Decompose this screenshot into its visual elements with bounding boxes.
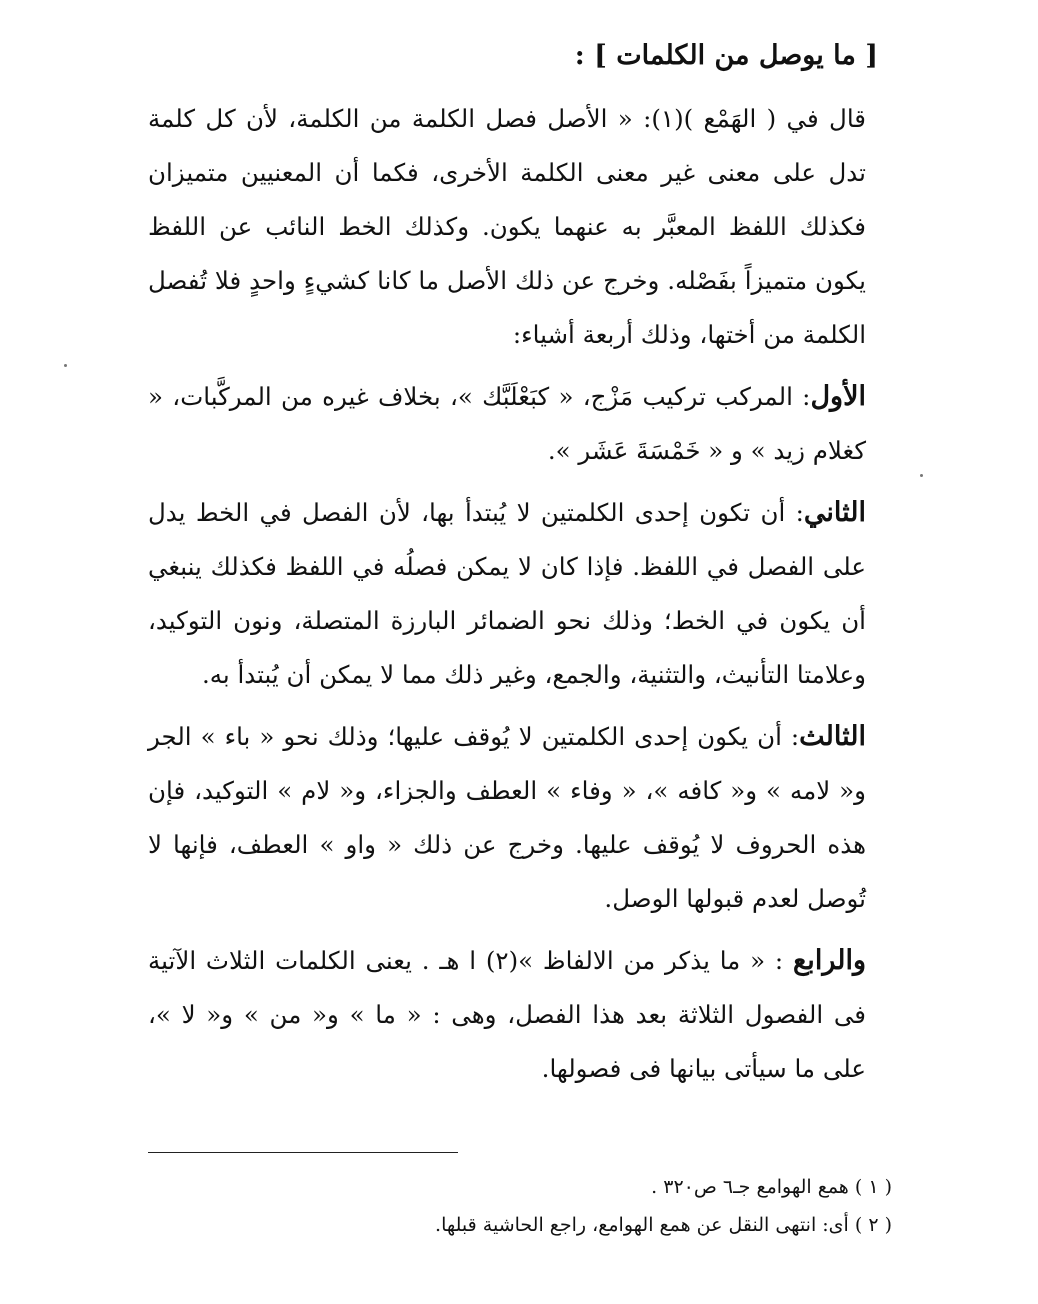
paragraph-lead: الثاني — [803, 497, 866, 528]
footnote-2: ( ٢ ) أى: انتهى النقل عن همع الهوامع، راجع الحاشية قبلها. — [435, 1214, 892, 1236]
scan-speck — [920, 474, 923, 477]
paragraph-intro — [148, 92, 892, 362]
footnote-separator — [148, 1152, 458, 1153]
footnotes — [148, 1168, 892, 1244]
paragraph-third — [148, 710, 892, 926]
section-heading: [ ما يوصل من الكلمات ] : — [574, 40, 878, 71]
paragraph-text: : المركب تركيب مَزْج، « كبَعْلَبَّك »، بخلاف غيره من المركَّبات، « كغلام زيد » و « خَمْسَةَ عَشَر ». — [148, 382, 866, 465]
footnote-1: ( ١ ) همع الهوامع جـ٦ ص٣٢٠ . — [651, 1176, 892, 1198]
paragraph-text: : « ما يذكر من الالفاظ »(٢) ا هـ . يعنى الكلمات الثلاث الآتية فى الفصول الثلاثة بعد هذا الفصل، وهى : « ما » و« من » و« لا »، على ما سيأتى بيانها فى فصولها. — [148, 946, 866, 1083]
scan-speck — [64, 364, 67, 367]
page-body — [148, 28, 892, 1278]
paragraph-first — [148, 370, 892, 478]
paragraph-text: قال في ( الهَمْع )(١): « الأصل فصل الكلمة من الكلمة، لأن كل كلمة تدل على معنى غير معنى الكلمة الأخرى، فكما أن المعنيين متميزان فكذلك اللفظ المعبَّر به عنهما يكون. وكذلك الخط النائب عن اللفظ يكون متميزاً بفَصْله. وخرج عن ذلك الأصل ما كانا كشيءٍ واحدٍ فلا تُفصل الكلمة من أختها، وذلك أربعة أشياء: — [148, 104, 866, 349]
paragraph-lead: الثالث — [799, 721, 866, 752]
paragraph-fourth — [148, 934, 892, 1096]
paragraph-second — [148, 486, 892, 702]
paragraph-text: : أن تكون إحدى الكلمتين لا يُبتدأ بها، لأن الفصل في الخط يدل على الفصل في اللفظ. فإذا كان لا يمكن فصلُه في اللفظ فكذلك ينبغي أن يكون في الخط؛ وذلك نحو الضمائر البارزة المتصلة، ونون التوكيد، وعلامتا التأنيث، والتثنية، والجمع، وغير ذلك مما لا يمكن أن يُبتدأ به. — [148, 498, 866, 689]
paragraph-text: : أن يكون إحدى الكلمتين لا يُوقف عليها؛ وذلك نحو « باء » الجر و« لامه » و« كافه »، « وفاء » العطف والجزاء، و« لام » التوكيد، فإن هذه الحروف لا يُوقف عليها. وخرج عن ذلك « واو » العطف، فإنها لا تُوصل لعدم قبولها الوصل. — [148, 722, 866, 913]
paragraph-lead: والرابع — [792, 945, 866, 976]
paragraph-lead: الأول — [810, 381, 866, 412]
